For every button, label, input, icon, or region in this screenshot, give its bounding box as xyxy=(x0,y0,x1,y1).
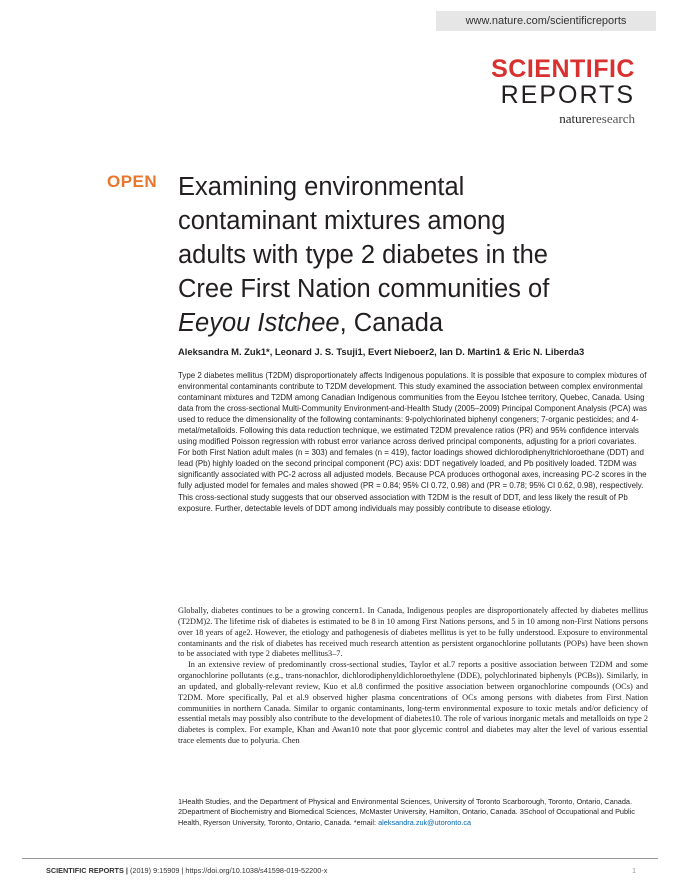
body-paragraph-1: Globally, diabetes continues to be a growing concern1. In Canada, Indigenous peoples are disproportionately affected by diabetes mellitus (T2DM)2. The lifetime risk of diabetes is estimated to be 8 in 10 among First Nations persons, and 5 in 10 among non-First Nations persons over 18 years of age2. However, the etiology and pathogenesis of diabetes mellitus is yet to be fully understood. Exposure to environmental contaminants and the risk of diabetes has received much research attention as persistent organochlorine pollutants (POPs) have been shown to be associated with type 2 diabetes mellitus3–7. xyxy=(178,606,648,659)
title-line-4: Cree First Nation communities of xyxy=(178,275,550,303)
logo-reports: REPORTS xyxy=(500,81,635,109)
abstract: Type 2 diabetes mellitus (T2DM) disproportionately affects Indigenous populations. It is possible that exposure to complex mixtures of environmental contaminants contribute to T2DM development. This study examined the association between complex environmental contaminant mixtures and T2DM among Canadian Indigenous communities from the Eeyou Istchee territory, Quebec, Canada. Using data from the cross-sectional Multi-Community Environment-and-Health Study (2005–2009) Principal Component Analysis (PCA) was used to reduce the dimensionality of the following contaminants: 9-polychlorinated biphenyl congeners; 7-organic pesticides; and 4-metal/metalloids. Following this data reduction technique, we estimated T2DM prevalence ratios (PR) and 95% confidence intervals using modified Poisson regression with robust error variance across derived principal components, adjusting for a priori covariates. For both First Nation adult males (n = 303) and females (n = 419), factor loadings showed dichlorodiphenyltrichloroethane (DDT) and lead (Pb) highly loaded on the second principal component (PC) axis: DDT negatively loaded, and Pb positively loaded. T2DM was significantly associated with PC-2 across all adjusted models. Because PCA produces orthogonal axes, increasing PC-2 scores in the fully adjusted model for females and males showed (PR = 0.84; 95% CI 0.72, 0.98) and (PR = 0.78; 95% CI 0.62, 0.98), respectively. This cross-sectional study suggests that our observed association with T2DM is the result of DDT, and less likely the result of Pb exposure. Further, detectable levels of DDT among individuals may possibly contribute to disease etiology. xyxy=(178,371,647,513)
affiliations-footnote xyxy=(178,797,648,828)
logo-scientific: SCIENTIFIC xyxy=(491,55,635,83)
title-line-2: contaminant mixtures among xyxy=(178,207,506,235)
footer-journal: SCIENTIFIC REPORTS | xyxy=(46,866,128,875)
page-footer xyxy=(46,866,636,875)
footer-divider xyxy=(22,858,658,859)
author-list: Aleksandra M. Zuk1*, Leonard J. S. Tsuji1, Evert Nieboer2, Ian D. Martin1 & Eric N. Liberda3 xyxy=(178,346,585,357)
publisher-name xyxy=(491,111,635,127)
page-number: 1 xyxy=(631,866,636,875)
publisher-part-research: research xyxy=(591,111,635,126)
affiliations-text: 1Health Studies, and the Department of Physical and Environmental Sciences, University of Toronto Scarborough, Toronto, Ontario, Canada. 2Department of Biochemistry and Biomedical Sciences, McMaster University, Hamilton, Ontario, Canada. 3School of Occupational and Public Health, Ryerson University, Toronto, Ontario, Canada. *email: xyxy=(178,797,635,827)
footer-citation-doi[interactable]: (2019) 9:15909 | https://doi.org/10.1038/s41598-019-52200-x xyxy=(129,866,328,875)
article-title xyxy=(178,170,648,340)
open-access-label: OPEN xyxy=(107,172,158,191)
title-line-3: adults with type 2 diabetes in the xyxy=(178,241,548,269)
title-line-5 xyxy=(178,306,648,340)
body-text xyxy=(178,606,648,747)
title-line-1: Examining environmental xyxy=(178,173,465,201)
title-italic-place: Eeyou Istchee xyxy=(178,309,340,337)
body-paragraph-2: In an extensive review of predominantly cross-sectional studies, Taylor et al.7 reports a positive association between T2DM and some organochlorine pollutants (e.g., trans-nonachlor, dichlorodiphenyldichloroethylene (DDE), polychlorinated biphenyls (PCBs)). Similarly, in an updated, and globally-relevant review, Kuo et al.8 confirmed the positive association between organochlorine compounds (OCs) and T2DM. More specifically, Pal et al.9 observed higher plasma concentrations of OCs among persons with diabetes from First Nation communities in northern Canada. Similar to organic contaminants, long-term environmental exposure to toxic metals and/or deficiency of essential metals may possibly also contribute to the development of diabetes10. The role of various inorganic metals and metalloids on type 2 diabetes is complex. For example, Khan and Awan10 note that poor glycemic control and diabetes may alter the level of various essential trace elements due to polyuria. Chen xyxy=(178,660,648,746)
journal-url[interactable]: www.nature.com/scientificreports xyxy=(436,11,656,31)
publisher-part-nature: nature xyxy=(559,111,592,126)
title-line-5-rest: , Canada xyxy=(339,309,444,337)
corresponding-email-link[interactable]: aleksandra.zuk@utoronto.ca xyxy=(378,817,472,827)
journal-logo xyxy=(491,56,635,127)
